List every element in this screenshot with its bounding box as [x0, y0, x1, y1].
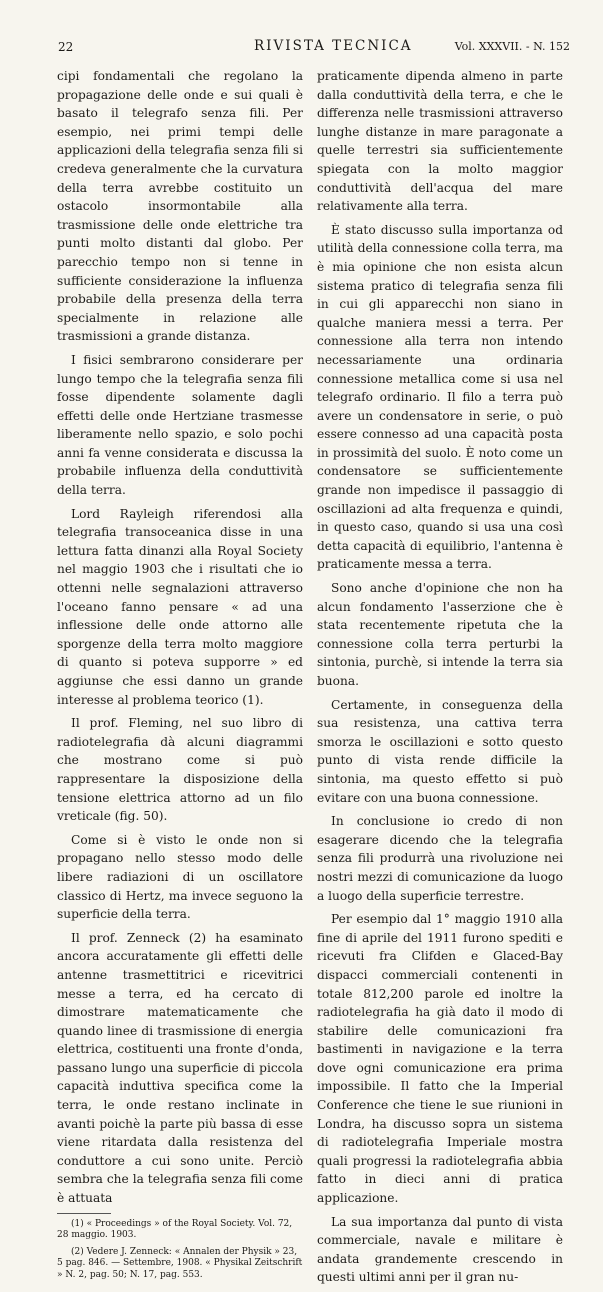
paragraph: È stato discusso sulla importanza od utilità della connessione colla terra, ma è mia opinione che non esista alcun sistema pratico di telegrafia senza fili in cui gli apparecchi non siano in qualche maniera messi a terra. Per connessione alla terra non intendo necessariamente una ordinaria connessione metallica come si usa nel telegrafo ordinario. Il filo a terra può avere un condensatore in serie, o può essere connesso ad una capacità posta in prossimità del suolo. È noto come un condensatore se sufficientemente grande non impedisce il passaggio di oscillazioni ad alta frequenza e quindi, in questo caso, quando si usa una così detta capacità di equilibrio, l'antenna è praticamente messa a terra.: [317, 222, 563, 572]
paragraph: La sua importanza dal punto di vista commerciale, navale e militare è andata grandemente crescendo in questi ultimi anni per il gran nu-: [317, 1214, 563, 1285]
paragraph: Lord Rayleigh riferendosi alla telegrafia transoceanica disse in una lettura fatta dinanzi alla Royal Society nel maggio 1903 che i risultati che io ottenni nelle segnalazioni attraverso l'oceano fanno pensare « ad una inflessione delle onde attorno alle sporgenze della terra molto maggiore di quanto si poteva supporre » ed aggiunse che essi danno un grande interesse al problema teorico (1).: [57, 506, 303, 707]
footnote: (2) Vedere J. Zenneck: « Annalen der Physik » 23, 5 pag. 846. — Settembre, 1908. « Physikal Zeitschrift » N. 2, pag. 50; N. 17, pag. 553.: [57, 1246, 303, 1280]
paragraph: Come si è visto le onde non si propagano nello stesso modo delle libere radiazioni di un oscillatore classico di Hertz, ma invece seguono la superficie della terra.: [57, 832, 303, 922]
footnote-rule: [57, 1213, 111, 1214]
left-column: [57, 67, 303, 1286]
page-header: [58, 38, 570, 58]
paragraph: praticamente dipenda almeno in parte dalla conduttività della terra, e che le differenza nelle trasmissioni attraverso lunghe distanze in mare paragonate a quelle terrestri sia sufficientemente spiegata con la molto maggior conduttività dell'acqua del mare relativamente alla terra.: [317, 69, 563, 214]
paragraph: Il prof. Fleming, nel suo libro di radiotelegrafia dà alcuni diagrammi che mostrano come si può rappresentare la disposizione della tensione elettrica attorno ad un filo vreticale (fig. 50).: [57, 716, 303, 824]
paragraph: I fisici sembrarono considerare per lungo tempo che la telegrafia senza fili fosse dipendente solamente dagli effetti delle onde Hertziane trasmesse liberamente nello spazio, e solo pochi anni fa venne considerata e discussa la probabile influenza della conduttività della terra.: [57, 352, 303, 498]
paragraph: cipi fondamentali che regolano la propagazione delle onde e sui quali è basato il telegrafo senza fili. Per esempio, nei primi tempi delle applicazioni della telegrafia senza fili si credeva generalmente che la curvatura della terra avrebbe costituito un ostacolo insormontabile alla trasmissione delle onde elettriche tra punti molto distanti dal globo. Per parecchio tempo non si tenne in sufficiente considerazione la influenza probabile della presenza della terra specialmente in relazione alle trasmissioni a grande distanza.: [57, 69, 303, 344]
paragraph: Il prof. Zenneck (2) ha esaminato ancora accuratamente gli effetti delle antenne trasmettitrici e ricevitrici messe a terra, ed ha cercato di dimostrare matematicamente che quando linee di trasmissione di energia elettrica, costituenti una fronte d'onda, passano lungo una superficie di piccola capacità induttiva specifica come la terra, le onde restano inclinate in avanti poichè la parte più bassa di esse viene ritardata dalla resistenza del conduttore a cui sono unite. Perciò sembra che la telegrafia senza fili come è attuata: [57, 930, 303, 1206]
page-number: 22: [58, 40, 74, 54]
right-column: [317, 67, 563, 1292]
paragraph: In conclusione io credo di non esagerare dicendo che la telegrafia senza fili produrrà una rivoluzione nei nostri mezzi di comunicazione da luogo a luogo della superficie terrestre.: [317, 814, 563, 903]
paragraph: Sono anche d'opinione che non ha alcun fondamento l'asserzione che è stata recentemente ripetuta che la connessione colla terra perturbi la sintonia, purchè, si intende la terra sia buona.: [317, 581, 563, 688]
paragraph: Per esempio dal 1° maggio 1910 alla fine di aprile del 1911 furono spediti e ricevuti fra Clifden e Glaced-Bay dispacci commerciali contenenti in totale 812,200 parole ed inoltre la radiotelegrafia ha già dato il modo di stabilire delle comunicazioni fra bastimenti in navigazione e la terra dove ogni comunicazione era prima impossibile. Il fatto che la Imperial Conference che tiene le sue riunioni in Londra, ha discusso sopra un sistema di radiotelegrafia Imperiale mostra quali progressi la radiotelegrafia abbia fatto in dieci anni di pratica applicazione.: [317, 912, 563, 1206]
paragraph: Certamente, in conseguenza della sua resistenza, una cattiva terra smorza le oscillazioni e sotto questo punto di vista rende difficile la sintonia, ma questo effetto si può evitare con una buona connessione.: [317, 697, 563, 805]
footnote: (1) « Proceedings » of the Royal Society. Vol. 72, 28 maggio. 1903.: [57, 1218, 293, 1241]
volume-issue: Vol. XXXVII. - N. 152: [454, 40, 570, 53]
running-title: RIVISTA TECNICA: [254, 38, 413, 54]
